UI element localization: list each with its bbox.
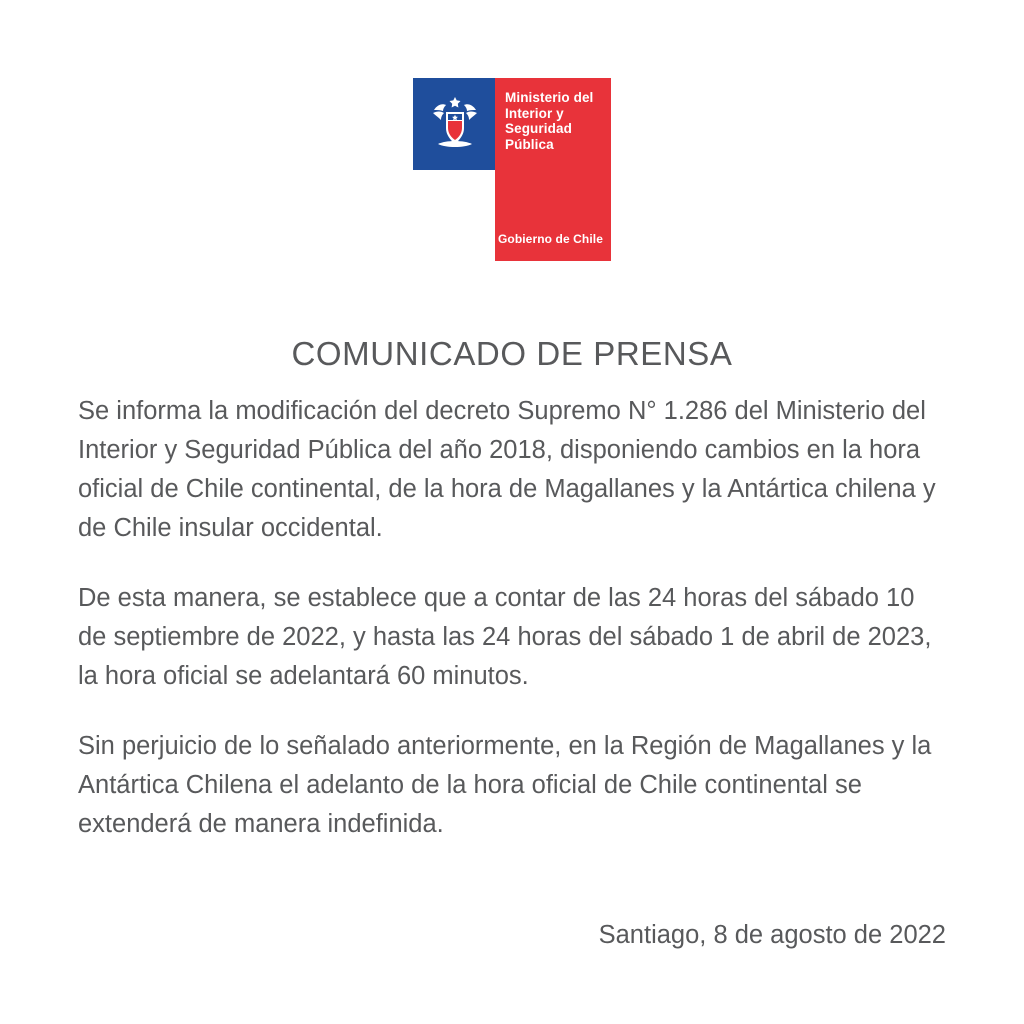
logo-white-panel: [413, 170, 495, 261]
government-logo: [413, 78, 611, 261]
paragraph-2: De esta manera, se establece que a contar de las 24 horas del sábado 10 de septiembre de 2022, y hasta las 24 horas del sábado 1 de abril de 2023, la hora oficial se adelantará 60 minutos.: [78, 584, 932, 690]
chile-coat-of-arms-icon: [432, 96, 478, 152]
paragraph-1: Se informa la modificación del decreto Supremo N° 1.286 del Ministerio del Interior y Seguridad Pública del año 2018, disponiendo cambios en la hora oficial de Chile continental, de la hora de Magallanes y la Antártica chilena y de Chile insular occidental.: [78, 397, 936, 542]
government-of-chile-label: Gobierno de Chile: [497, 232, 603, 246]
paragraph-3: Sin perjuicio de lo señalado anteriormente, en la Región de Magallanes y la Antártica Chilena el adelanto de la hora oficial de Chile continental se extenderá de manera indefinida.: [78, 732, 932, 838]
page-title: COMUNICADO DE PRENSA: [291, 335, 733, 373]
ministry-name-label: Ministerio del Interior y Seguridad Pública: [505, 90, 594, 152]
logo-flag-block: [413, 78, 611, 261]
body-text: [78, 392, 946, 844]
signoff-location-date: Santiago, 8 de agosto de 2022: [598, 921, 946, 949]
